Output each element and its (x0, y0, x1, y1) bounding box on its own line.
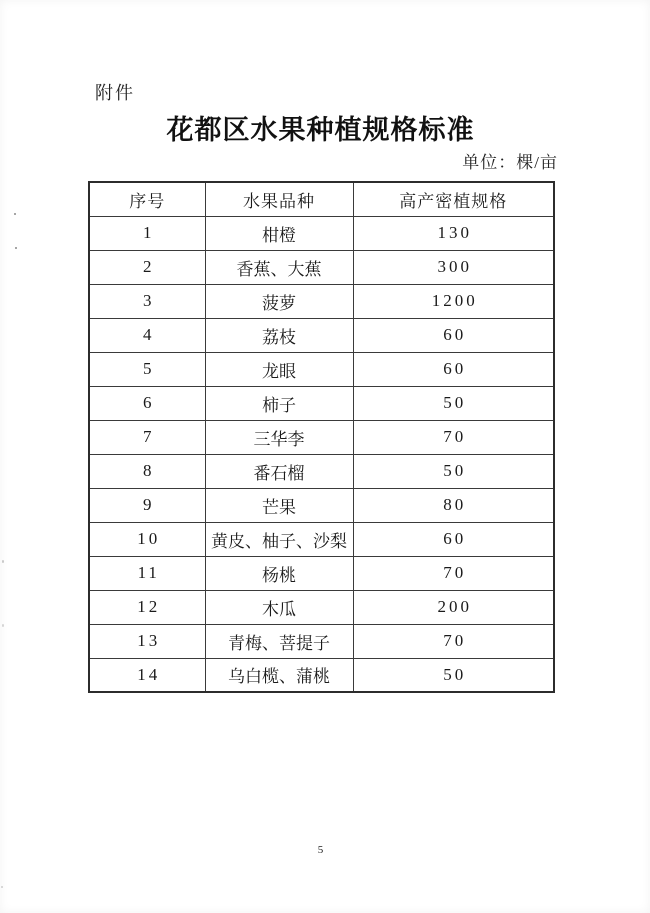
fruit-variety-cell: 荔枝 (205, 318, 353, 352)
header-fruit-variety: 水果品种 (205, 182, 353, 216)
planting-spec-cell: 50 (353, 386, 554, 420)
fruit-variety-cell: 黄皮、柚子、沙梨 (205, 522, 353, 556)
table-row (89, 352, 554, 386)
fruit-variety-cell: 柿子 (205, 386, 353, 420)
row-serial-number: 13 (89, 624, 205, 658)
scan-speck (1, 886, 3, 888)
table-row (89, 590, 554, 624)
row-serial-number: 1 (89, 216, 205, 250)
planting-spec-cell: 70 (353, 624, 554, 658)
table-row (89, 624, 554, 658)
table-row (89, 522, 554, 556)
row-serial-number: 7 (89, 420, 205, 454)
fruit-variety-cell: 木瓜 (205, 590, 353, 624)
header-serial-number: 序号 (89, 182, 205, 216)
planting-spec-cell: 60 (353, 318, 554, 352)
planting-spec-cell: 80 (353, 488, 554, 522)
row-serial-number: 3 (89, 284, 205, 318)
row-serial-number: 6 (89, 386, 205, 420)
fruit-variety-cell: 菠萝 (205, 284, 353, 318)
row-serial-number: 8 (89, 454, 205, 488)
fruit-variety-cell: 三华李 (205, 420, 353, 454)
fruit-variety-cell: 乌白榄、蒲桃 (205, 658, 353, 692)
page-number: 5 (317, 844, 324, 856)
planting-spec-cell: 70 (353, 556, 554, 590)
fruit-variety-cell: 香蕉、大蕉 (205, 250, 353, 284)
table-row (89, 284, 554, 318)
scan-speck (2, 560, 4, 563)
row-serial-number: 12 (89, 590, 205, 624)
row-serial-number: 2 (89, 250, 205, 284)
planting-spec-cell: 60 (353, 522, 554, 556)
table-row (89, 454, 554, 488)
planting-spec-cell: 130 (353, 216, 554, 250)
fruit-variety-cell: 杨桃 (205, 556, 353, 590)
row-serial-number: 4 (89, 318, 205, 352)
table-row (89, 488, 554, 522)
fruit-variety-cell: 龙眼 (205, 352, 353, 386)
fruit-variety-cell: 柑橙 (205, 216, 353, 250)
table-row (89, 658, 554, 692)
fruit-variety-cell: 青梅、菩提子 (205, 624, 353, 658)
planting-spec-cell: 1200 (353, 284, 554, 318)
table-row (89, 556, 554, 590)
planting-spec-cell: 50 (353, 658, 554, 692)
planting-spec-cell: 60 (353, 352, 554, 386)
scan-speck (2, 624, 4, 627)
planting-spec-cell: 200 (353, 590, 554, 624)
row-serial-number: 14 (89, 658, 205, 692)
table-row (89, 420, 554, 454)
unit-label: 单位：棵/亩 (462, 153, 558, 172)
planting-spec-cell: 70 (353, 420, 554, 454)
page-title: 花都区水果种植规格标准 (166, 115, 475, 145)
row-serial-number: 5 (89, 352, 205, 386)
table-row (89, 250, 554, 284)
planting-spec-cell: 300 (353, 250, 554, 284)
header-planting-spec: 高产密植规格 (353, 182, 554, 216)
table-header-row (89, 182, 554, 216)
scan-speck (15, 247, 17, 249)
fruit-variety-cell: 番石榴 (205, 454, 353, 488)
planting-spec-cell: 50 (353, 454, 554, 488)
table-row (89, 216, 554, 250)
row-serial-number: 9 (89, 488, 205, 522)
row-serial-number: 11 (89, 556, 205, 590)
fruit-variety-cell: 芒果 (205, 488, 353, 522)
attachment-label: 附件 (95, 83, 135, 103)
fruit-standards-table (88, 181, 555, 693)
table-row (89, 386, 554, 420)
row-serial-number: 10 (89, 522, 205, 556)
table-row (89, 318, 554, 352)
scan-speck (14, 213, 16, 215)
